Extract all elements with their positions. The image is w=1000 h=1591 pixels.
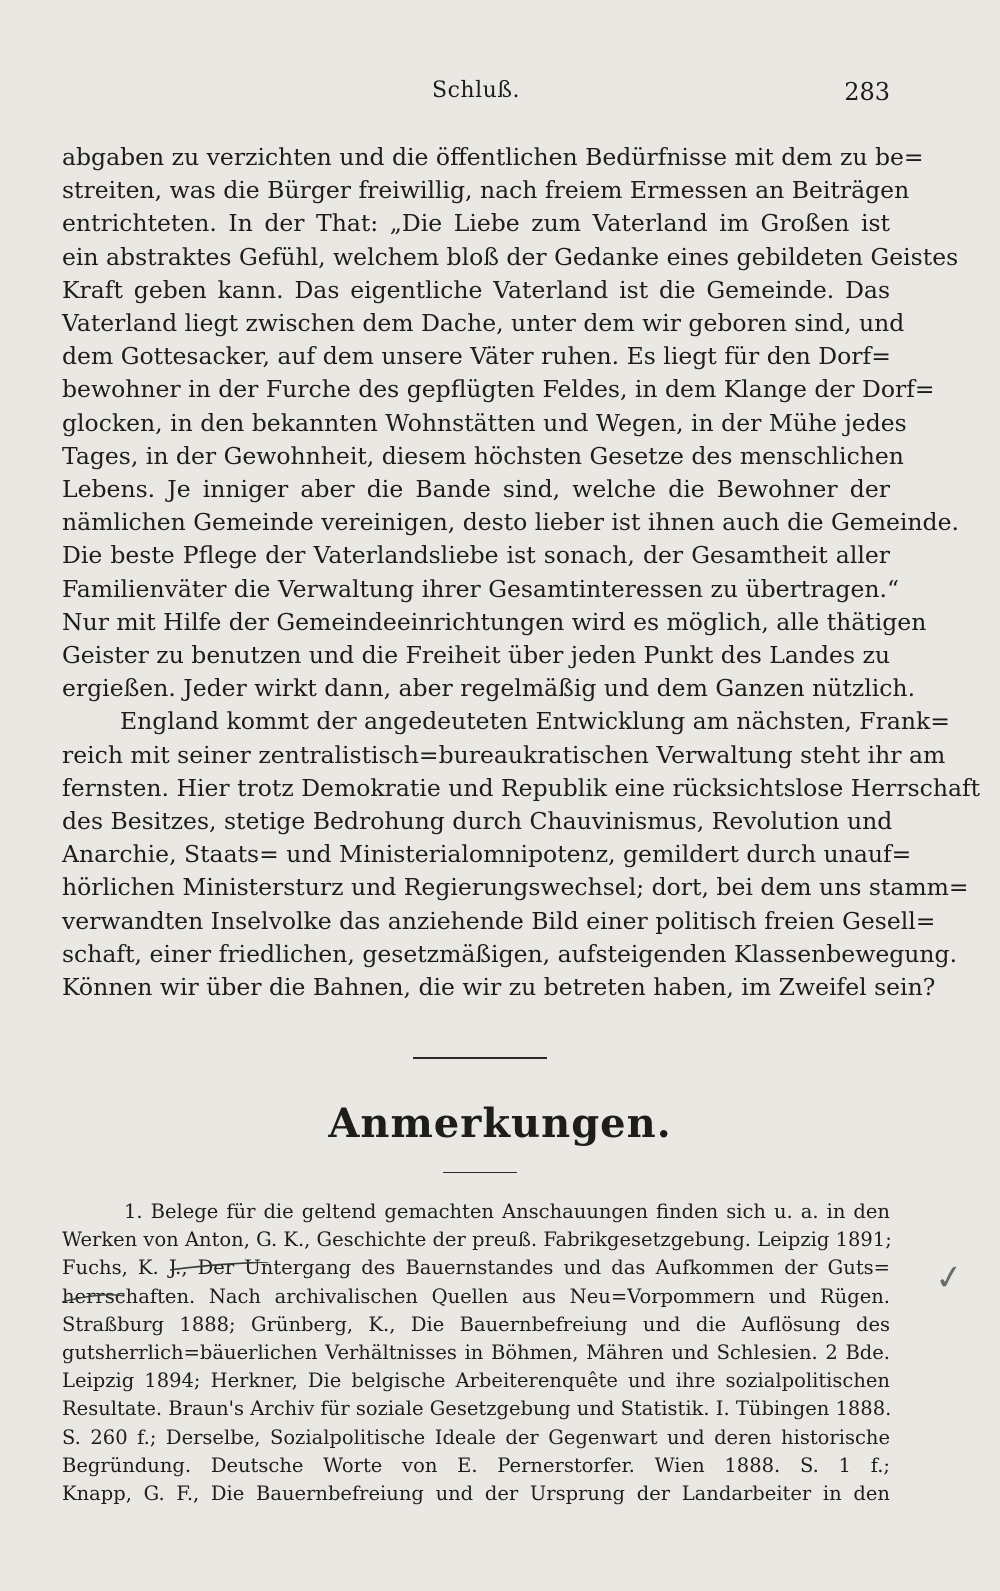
text-line: glocken, in den bekannten Wohnstätten und Wegen, in der Mühe jedes [62,408,907,437]
text-line: dem Gottesacker, auf dem unsere Väter ruhen. Es liegt für den Dorf= [62,342,891,371]
section-divider [413,1057,547,1059]
note-line: Werken von Anton, G. K., Geschichte der preuß. Fabrikgesetzgebung. Leipzig 1891; [62,1228,892,1252]
note-line: Fuchs, K. J., Der Untergang des Bauernstandes und das Aufkommen der Guts= [62,1256,890,1280]
section-heading: Anmerkungen. [328,1100,672,1147]
note-line: Knapp, G. F., Die Bauernbefreiung und der Ursprung der Landarbeiter in den [62,1482,890,1506]
running-title: Schluß. [432,78,520,103]
text-line: Geister zu benutzen und die Freiheit über jeden Punkt des Landes zu [62,641,891,670]
text-line: Familienväter die Verwaltung ihrer Gesamtinteressen zu übertragen.“ [62,574,900,603]
text-line: streiten, was die Bürger freiwillig, nach freiem Ermessen an Beiträgen [62,176,910,205]
heading-underline [443,1172,517,1173]
text-line: Nur mit Hilfe der Gemeindeeinrichtungen wird es möglich, alle thätigen [62,607,927,636]
note-line: Leipzig 1894; Herkner, Die belgische Arbeiterenquête und ihre sozialpolitischen [62,1369,890,1393]
text-line: England kommt der angedeuteten Entwicklung am nächsten, Frank= [120,707,950,736]
text-line: verwandten Inselvolke das anziehende Bild einer politisch freien Gesell= [62,906,936,935]
text-line: Vaterland liegt zwischen dem Dache, unter dem wir geboren sind, und [62,309,905,338]
note-line: Straßburg 1888; Grünberg, K., Die Bauernbefreiung und die Auflösung des [62,1312,890,1336]
text-line: ein abstraktes Gefühl, welchem bloß der Gedanke eines gebildeten Geistes [62,242,959,271]
text-line: fernsten. Hier trotz Demokratie und Republik eine rücksichtslose Herrschaft [62,773,981,802]
note-line: S. 260 f.; Derselbe, Sozialpolitische Ideale der Gegenwart und deren historische [62,1425,890,1449]
text-line: Anarchie, Staats= und Ministerialomnipotenz, gemildert durch unauf= [62,840,912,869]
text-line: bewohner in der Furche des gepflügten Feldes, in dem Klange der Dorf= [62,375,935,404]
check-icon: ✓ [932,1256,967,1300]
text-line: nämlichen Gemeinde vereinigen, desto lieber ist ihnen auch die Gemeinde. [62,508,959,537]
page-number: 283 [844,78,890,106]
running-head [62,78,890,108]
text-line: Die beste Pflege der Vaterlandsliebe ist sonach, der Gesamtheit aller [62,541,890,570]
text-line: Kraft geben kann. Das eigentliche Vaterland ist die Gemeinde. Das [62,275,890,304]
note-line: Resultate. Braun's Archiv für soziale Gesetzgebung und Statistik. I. Tübingen 1888. [62,1397,892,1421]
main-text-block [62,141,981,1004]
text-line: hörlichen Ministersturz und Regierungswechsel; dort, bei dem uns stamm= [62,873,969,902]
text-line: Lebens. Je inniger aber die Bande sind, welche die Bewohner der [62,475,890,504]
text-line: abgaben zu verzichten und die öffentlichen Bedürfnisse mit dem zu be= [62,143,924,171]
text-line: des Besitzes, stetige Bedrohung durch Chauvinismus, Revolution und [62,807,893,836]
text-line: Tages, in der Gewohnheit, diesem höchsten Gesetze des menschlichen [62,441,904,470]
text-line: ergießen. Jeder wirkt dann, aber regelmäßig und dem Ganzen nützlich. [62,674,916,703]
text-line: schaft, einer friedlichen, gesetzmäßigen, aufsteigenden Klassenbewegung. [62,939,958,968]
note-line: Begründung. Deutsche Worte von E. Pernerstorfer. Wien 1888. S. 1 f.; [62,1453,890,1477]
note-line: herrschaften. Nach archivalischen Quellen aus Neu=Vorpommern und Rügen. [62,1284,890,1308]
text-line: entrichteten. In der That: „Die Liebe zum Vaterland im Großen ist [62,209,890,238]
notes-block [62,1198,890,1508]
text-line: reich mit seiner zentralistisch=bureaukratischen Verwaltung steht ihr am [62,740,946,769]
note-line: 1. Belege für die geltend gemachten Anschauungen finden sich u. a. in den [124,1200,890,1223]
note-line: gutsherrlich=bäuerlichen Verhältnisses in Böhmen, Mähren und Schlesien. 2 Bde. [62,1341,890,1365]
text-line: Können wir über die Bahnen, die wir zu betreten haben, im Zweifel sein? [62,973,936,1002]
